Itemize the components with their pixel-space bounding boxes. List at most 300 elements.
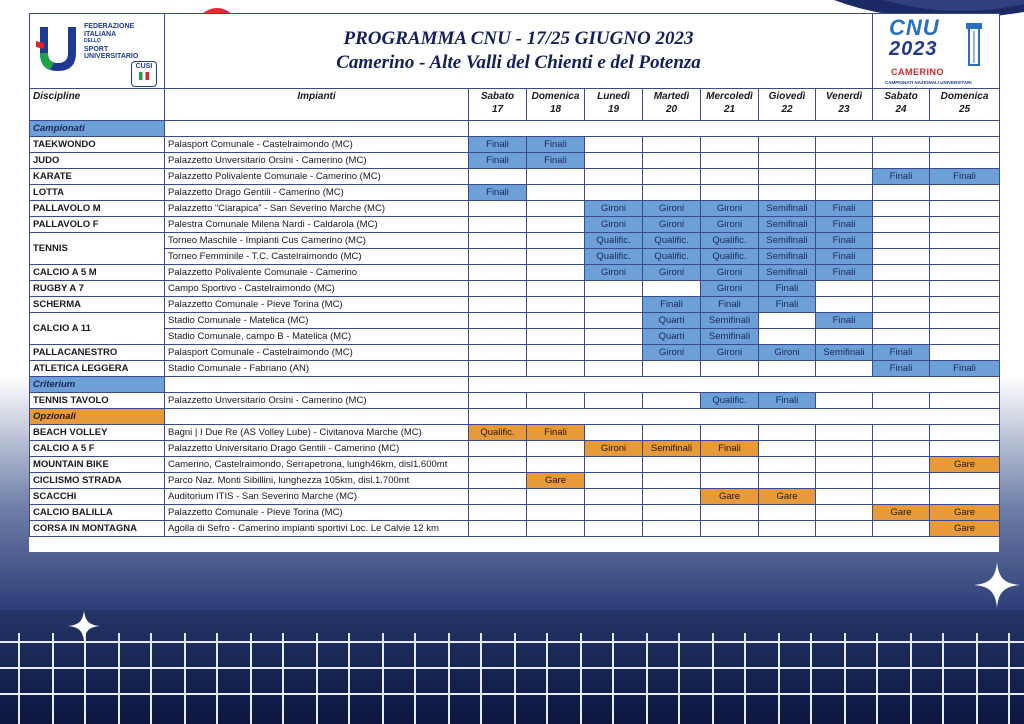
schedule-cell xyxy=(816,185,873,201)
schedule-cell: Finali xyxy=(527,425,585,441)
section-spacer xyxy=(165,377,469,393)
court-line xyxy=(52,633,54,724)
discipline-cell: SCACCHI xyxy=(30,489,165,505)
court-line xyxy=(580,633,582,724)
schedule-cell: Finali xyxy=(527,137,585,153)
schedule-cell xyxy=(816,441,873,457)
schedule-cell: Gironi xyxy=(701,217,759,233)
schedule-cell xyxy=(469,329,527,345)
schedule-cell: Quarti xyxy=(643,329,701,345)
schedule-cell xyxy=(816,361,873,377)
schedule-cell xyxy=(527,489,585,505)
schedule-cell: Gironi xyxy=(643,201,701,217)
schedule-cell xyxy=(469,441,527,457)
schedule-cell xyxy=(930,233,1000,249)
court-line xyxy=(744,633,746,724)
schedule-cell xyxy=(873,425,930,441)
schedule-cell: Qualific. xyxy=(701,393,759,409)
day-number: 23 xyxy=(838,104,850,115)
schedule-cell xyxy=(816,489,873,505)
cusi-label: CUSI xyxy=(135,63,153,70)
table-row xyxy=(30,169,1000,185)
tower-icon xyxy=(963,23,985,67)
schedule-cell xyxy=(759,505,816,521)
court-line xyxy=(910,633,912,724)
court-line xyxy=(84,633,86,724)
discipline-cell: ATLETICA LEGGERA xyxy=(30,361,165,377)
schedule-cell: Gare xyxy=(701,489,759,505)
table-row xyxy=(30,201,1000,217)
court-line xyxy=(118,633,120,724)
schedule-cell xyxy=(469,249,527,265)
court-line xyxy=(184,633,186,724)
schedule-cell xyxy=(930,137,1000,153)
venue-cell: Palazzetto “Ciarapica” - San Severino Marche (MC) xyxy=(165,201,469,217)
day-name: Domenica xyxy=(531,91,580,102)
schedule-cell xyxy=(469,473,527,489)
venue-cell: Parco Naz. Monti Sibillini, lunghezza 105km, disl.1.700mt xyxy=(165,473,469,489)
schedule-cell xyxy=(816,393,873,409)
schedule-cell xyxy=(816,329,873,345)
schedule-cell xyxy=(527,249,585,265)
col-header-day xyxy=(701,89,759,121)
schedule-table xyxy=(29,13,1000,537)
schedule-cell xyxy=(643,473,701,489)
fisu-u-icon xyxy=(34,23,82,73)
venue-cell: Stadio Comunale, campo B - Matelica (MC) xyxy=(165,329,469,345)
schedule-cell xyxy=(759,137,816,153)
schedule-cell: Finali xyxy=(469,185,527,201)
schedule-cell xyxy=(527,393,585,409)
schedule-cell xyxy=(643,489,701,505)
sparkle-icon xyxy=(68,610,100,642)
schedule-cell: Finali xyxy=(816,201,873,217)
schedule-cell xyxy=(930,345,1000,361)
schedule-cell xyxy=(873,265,930,281)
venue-cell: Palazzetto Unversitario Orsini - Camerino (MC) xyxy=(165,393,469,409)
schedule-cell xyxy=(816,425,873,441)
day-name: Venerdì xyxy=(825,91,863,102)
schedule-cell xyxy=(759,153,816,169)
schedule-cell xyxy=(527,297,585,313)
schedule-cell xyxy=(469,345,527,361)
venue-cell: Palazzetto Comunale - Pieve Torina (MC) xyxy=(165,505,469,521)
col-header-venues: Impianti xyxy=(165,89,469,121)
day-number: 24 xyxy=(895,104,907,115)
schedule-cell xyxy=(527,265,585,281)
schedule-sheet xyxy=(29,13,999,552)
schedule-cell: Gare xyxy=(527,473,585,489)
schedule-cell xyxy=(585,505,643,521)
schedule-cell xyxy=(930,313,1000,329)
schedule-cell xyxy=(930,297,1000,313)
schedule-cell xyxy=(701,457,759,473)
schedule-cell xyxy=(930,217,1000,233)
court-line xyxy=(18,633,20,724)
discipline-cell: RUGBY A 7 xyxy=(30,281,165,297)
schedule-cell xyxy=(585,393,643,409)
schedule-cell: Gironi xyxy=(585,265,643,281)
schedule-cell xyxy=(930,201,1000,217)
schedule-cell: Finali xyxy=(873,169,930,185)
discipline-cell: CALCIO A 5 F xyxy=(30,441,165,457)
table-row xyxy=(30,457,1000,473)
schedule-cell: Semifinali xyxy=(643,441,701,457)
schedule-cell xyxy=(585,457,643,473)
venue-cell: Agolla di Sefro - Camerino impianti sportivi Loc. Le Calvie 12 km xyxy=(165,521,469,537)
schedule-cell xyxy=(759,361,816,377)
court-lines-decoration xyxy=(0,633,1024,724)
schedule-cell xyxy=(873,473,930,489)
table-row xyxy=(30,153,1000,169)
table-row xyxy=(30,313,1000,329)
schedule-cell xyxy=(643,281,701,297)
schedule-cell xyxy=(873,297,930,313)
table-row xyxy=(30,425,1000,441)
schedule-cell xyxy=(930,265,1000,281)
schedule-cell xyxy=(469,265,527,281)
schedule-cell: Gironi xyxy=(585,201,643,217)
schedule-cell xyxy=(585,281,643,297)
section-spacer xyxy=(165,409,469,425)
section-row-campionati xyxy=(30,121,1000,137)
cnu-logo-city: CAMERINO xyxy=(891,67,945,77)
schedule-cell xyxy=(873,137,930,153)
cusi-badge xyxy=(131,61,157,87)
schedule-cell xyxy=(469,489,527,505)
discipline-cell: CALCIO A 5 M xyxy=(30,265,165,281)
fisu-logo-cell xyxy=(30,14,165,89)
discipline-cell: PALLAVOLO M xyxy=(30,201,165,217)
court-line xyxy=(0,693,1024,695)
schedule-cell: Finali xyxy=(816,233,873,249)
schedule-cell: Finali xyxy=(469,137,527,153)
table-row xyxy=(30,297,1000,313)
schedule-cell: Finali xyxy=(816,313,873,329)
venue-cell: Palestra Comunale Milena Nardi - Caldarola (MC) xyxy=(165,217,469,233)
schedule-cell xyxy=(585,313,643,329)
discipline-cell: TAEKWONDO xyxy=(30,137,165,153)
schedule-cell xyxy=(643,153,701,169)
schedule-cell xyxy=(873,201,930,217)
court-line xyxy=(480,633,482,724)
cnu-logo-cell xyxy=(873,14,1000,89)
schedule-cell xyxy=(585,297,643,313)
cnu-logo xyxy=(879,15,999,87)
schedule-cell xyxy=(701,361,759,377)
col-header-day xyxy=(816,89,873,121)
venue-cell: Palazzetto Universitario Drago Gentili - Camerino (MC) xyxy=(165,441,469,457)
schedule-cell xyxy=(643,361,701,377)
schedule-cell xyxy=(930,153,1000,169)
day-number: 20 xyxy=(665,104,678,115)
schedule-cell: Gironi xyxy=(585,441,643,457)
schedule-cell xyxy=(701,521,759,537)
schedule-cell xyxy=(930,393,1000,409)
schedule-cell xyxy=(701,169,759,185)
schedule-cell: Semifinali xyxy=(759,265,816,281)
table-row xyxy=(30,489,1000,505)
page-subtitle: Camerino - Alte Valli del Chienti e del Potenza xyxy=(336,52,701,73)
fisu-logo xyxy=(30,15,160,87)
section-spacer xyxy=(469,377,1000,393)
schedule-cell xyxy=(585,425,643,441)
schedule-cell xyxy=(643,393,701,409)
table-row xyxy=(30,217,1000,233)
schedule-cell: Finali xyxy=(816,265,873,281)
schedule-cell xyxy=(873,185,930,201)
discipline-cell: JUDO xyxy=(30,153,165,169)
table-row xyxy=(30,361,1000,377)
schedule-cell: Finali xyxy=(527,153,585,169)
schedule-cell xyxy=(759,185,816,201)
schedule-cell: Finali xyxy=(930,361,1000,377)
discipline-cell: PALLAVOLO F xyxy=(30,217,165,233)
court-line xyxy=(348,633,350,724)
fisu-line: FEDERAZIONE xyxy=(84,23,135,30)
section-spacer xyxy=(165,121,469,137)
col-header-day xyxy=(930,89,1000,121)
schedule-cell xyxy=(816,281,873,297)
venue-cell: Stadio Comunale - Fabriano (AN) xyxy=(165,361,469,377)
schedule-cell xyxy=(701,505,759,521)
schedule-cell xyxy=(816,505,873,521)
schedule-cell xyxy=(930,281,1000,297)
schedule-cell xyxy=(469,281,527,297)
schedule-cell: Gare xyxy=(759,489,816,505)
schedule-cell xyxy=(930,425,1000,441)
schedule-cell xyxy=(759,473,816,489)
venue-cell: Palazzetto Drago Gentili - Camerino (MC) xyxy=(165,185,469,201)
schedule-cell: Gironi xyxy=(585,217,643,233)
fisu-line: ITALIANA xyxy=(84,30,117,38)
schedule-cell: Qualific. xyxy=(585,249,643,265)
schedule-cell xyxy=(816,457,873,473)
schedule-cell: Qualific. xyxy=(643,249,701,265)
table-row xyxy=(30,329,1000,345)
schedule-cell xyxy=(873,393,930,409)
table-row xyxy=(30,505,1000,521)
schedule-cell xyxy=(527,217,585,233)
venue-cell: Palazzetto Polivalente Comunale - Camerino xyxy=(165,265,469,281)
schedule-cell xyxy=(469,297,527,313)
schedule-cell xyxy=(759,425,816,441)
schedule-cell xyxy=(759,169,816,185)
cnu-logo-tag: CAMPIONATI NAZIONALI UNIVERSITARI xyxy=(885,80,972,85)
schedule-cell xyxy=(585,489,643,505)
schedule-cell xyxy=(701,185,759,201)
discipline-cell: SCHERMA xyxy=(30,297,165,313)
schedule-cell xyxy=(816,521,873,537)
venue-cell: Camerino, Castelraimondo, Serrapetrona, lungh46km, disl1.600mt xyxy=(165,457,469,473)
schedule-cell: Finali xyxy=(701,297,759,313)
schedule-cell xyxy=(873,329,930,345)
day-number: 17 xyxy=(491,104,504,115)
schedule-cell xyxy=(873,233,930,249)
venue-cell: Auditorium ITIS - San Severino Marche (MC) xyxy=(165,489,469,505)
schedule-cell: Finali xyxy=(643,297,701,313)
schedule-cell: Semifinali xyxy=(701,313,759,329)
court-line xyxy=(778,633,780,724)
venue-cell: Palasport Comunale - Castelraimondo (MC) xyxy=(165,137,469,153)
court-line xyxy=(150,633,152,724)
court-line xyxy=(0,641,1024,643)
court-line xyxy=(382,633,384,724)
schedule-cell xyxy=(816,153,873,169)
court-line xyxy=(0,667,1024,669)
schedule-cell: Finali xyxy=(469,153,527,169)
court-line xyxy=(1008,633,1010,724)
schedule-cell xyxy=(527,521,585,537)
court-line xyxy=(942,633,944,724)
schedule-cell: Semifinali xyxy=(759,217,816,233)
schedule-cell xyxy=(930,489,1000,505)
schedule-cell: Semifinali xyxy=(816,345,873,361)
schedule-cell xyxy=(873,249,930,265)
table-row xyxy=(30,137,1000,153)
schedule-cell xyxy=(930,185,1000,201)
discipline-cell: CICLISMO STRADA xyxy=(30,473,165,489)
schedule-cell: Gironi xyxy=(643,265,701,281)
schedule-cell: Finali xyxy=(759,297,816,313)
col-header-disciplines: Discipline xyxy=(30,89,165,121)
table-row xyxy=(30,393,1000,409)
section-label-campionati: Campionati xyxy=(30,121,165,137)
section-spacer xyxy=(469,409,1000,425)
schedule-cell xyxy=(643,169,701,185)
venue-cell: Palazzetto Comunale - Pieve Torina (MC) xyxy=(165,297,469,313)
schedule-cell: Gironi xyxy=(643,217,701,233)
day-number: 22 xyxy=(781,104,793,115)
schedule-cell xyxy=(759,313,816,329)
discipline-cell: CORSA IN MONTAGNA xyxy=(30,521,165,537)
schedule-cell xyxy=(585,361,643,377)
day-name: Giovedì xyxy=(768,91,806,102)
schedule-cell: Gironi xyxy=(701,201,759,217)
schedule-cell: Qualific. xyxy=(585,233,643,249)
day-name: Sabato xyxy=(480,91,515,102)
schedule-cell xyxy=(527,345,585,361)
court-line xyxy=(876,633,878,724)
schedule-cell xyxy=(527,281,585,297)
schedule-cell xyxy=(816,473,873,489)
schedule-cell xyxy=(930,441,1000,457)
section-label-opzionali: Opzionali xyxy=(30,409,165,425)
schedule-cell xyxy=(701,137,759,153)
court-line xyxy=(414,633,416,724)
schedule-cell xyxy=(643,505,701,521)
schedule-cell xyxy=(585,169,643,185)
schedule-cell: Finali xyxy=(701,441,759,457)
schedule-cell xyxy=(873,281,930,297)
schedule-cell xyxy=(643,425,701,441)
table-row xyxy=(30,249,1000,265)
schedule-cell xyxy=(527,169,585,185)
schedule-cell xyxy=(469,233,527,249)
court-line xyxy=(316,633,318,724)
schedule-cell xyxy=(469,201,527,217)
discipline-cell: BEACH VOLLEY xyxy=(30,425,165,441)
schedule-cell xyxy=(527,329,585,345)
schedule-cell: Qualific. xyxy=(469,425,527,441)
court-line xyxy=(514,633,516,724)
schedule-cell xyxy=(527,233,585,249)
schedule-cell xyxy=(759,521,816,537)
fisu-line: SPORT xyxy=(84,45,109,53)
court-line xyxy=(546,633,548,724)
table-row xyxy=(30,345,1000,361)
schedule-cell: Finali xyxy=(759,281,816,297)
court-line xyxy=(678,633,680,724)
schedule-cell xyxy=(469,521,527,537)
schedule-cell xyxy=(873,521,930,537)
schedule-cell: Semifinali xyxy=(759,201,816,217)
venue-cell: Bagni | I Due Re (AS Volley Lube) - Civitanova Marche (MC) xyxy=(165,425,469,441)
court-line xyxy=(810,633,812,724)
table-row xyxy=(30,265,1000,281)
schedule-cell: Gare xyxy=(930,457,1000,473)
day-name: Mercoledì xyxy=(706,91,753,102)
schedule-cell xyxy=(873,313,930,329)
schedule-cell xyxy=(816,297,873,313)
schedule-cell xyxy=(469,505,527,521)
schedule-cell xyxy=(527,441,585,457)
table-row xyxy=(30,473,1000,489)
page-title: PROGRAMMA CNU - 17/25 GIUGNO 2023 xyxy=(343,28,694,49)
schedule-cell xyxy=(873,441,930,457)
schedule-cell xyxy=(643,137,701,153)
fisu-line: UNIVERSITARIO xyxy=(84,53,139,60)
discipline-cell: CALCIO BALILLA xyxy=(30,505,165,521)
schedule-cell xyxy=(585,521,643,537)
schedule-cell xyxy=(816,169,873,185)
section-label-criterium: Criterium xyxy=(30,377,165,393)
schedule-cell xyxy=(873,217,930,233)
schedule-cell xyxy=(930,473,1000,489)
schedule-cell xyxy=(469,313,527,329)
schedule-cell xyxy=(585,473,643,489)
schedule-cell: Gare xyxy=(930,521,1000,537)
title-cell xyxy=(165,14,873,89)
schedule-cell xyxy=(759,441,816,457)
day-name: Domenica xyxy=(940,91,989,102)
schedule-cell xyxy=(585,137,643,153)
schedule-cell: Quarti xyxy=(643,313,701,329)
day-number: 18 xyxy=(549,104,562,115)
day-number: 19 xyxy=(607,104,620,115)
schedule-cell xyxy=(759,329,816,345)
schedule-cell xyxy=(527,201,585,217)
fisu-line: DELLO xyxy=(84,38,101,44)
schedule-cell xyxy=(585,153,643,169)
day-name: Lunedì xyxy=(597,91,630,102)
schedule-cell xyxy=(643,521,701,537)
court-line xyxy=(250,633,252,724)
venue-cell: Palazzetto Polivalente Comunale - Camerino (MC) xyxy=(165,169,469,185)
schedule-cell: Finali xyxy=(873,361,930,377)
header-row xyxy=(30,14,1000,89)
schedule-cell xyxy=(527,185,585,201)
schedule-cell xyxy=(527,505,585,521)
discipline-cell: TENNIS xyxy=(30,233,165,265)
schedule-cell: Semifinali xyxy=(759,249,816,265)
schedule-cell xyxy=(643,457,701,473)
court-line xyxy=(646,633,648,724)
table-row xyxy=(30,185,1000,201)
schedule-cell: Finali xyxy=(816,249,873,265)
court-line xyxy=(612,633,614,724)
day-name: Martedì xyxy=(653,91,690,102)
